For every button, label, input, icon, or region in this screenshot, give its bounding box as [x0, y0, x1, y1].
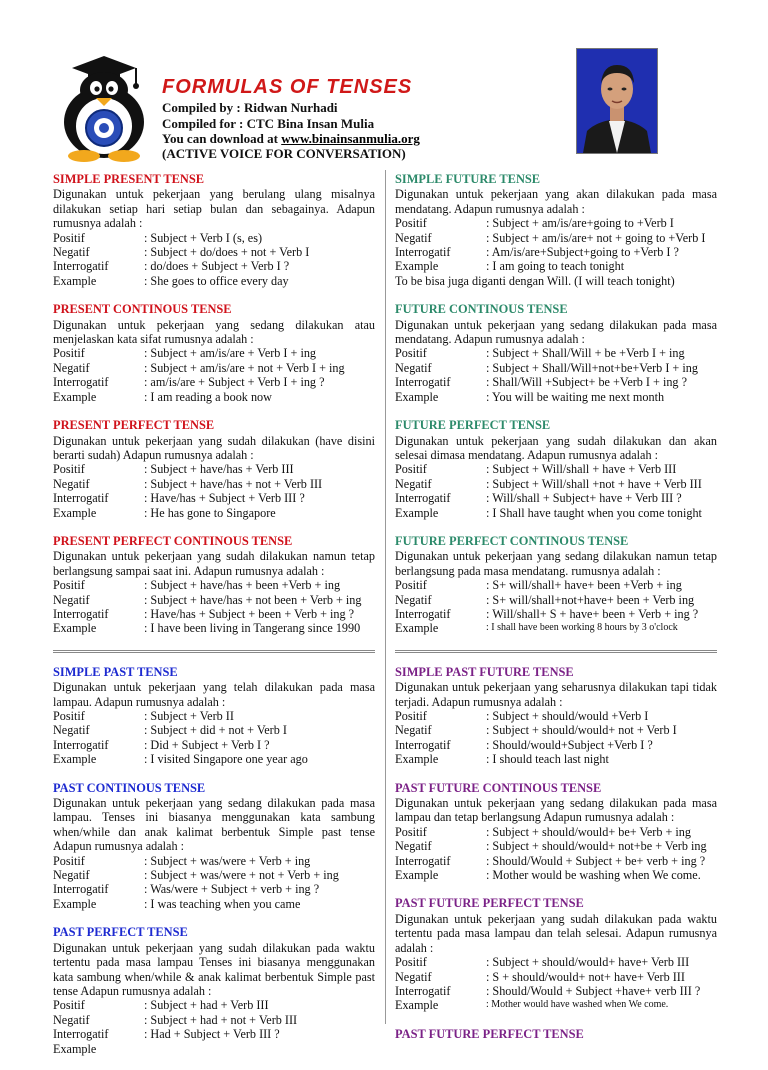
formula-row-negatif	[395, 593, 717, 607]
formula-row-negatif	[395, 839, 717, 853]
tense-section	[395, 781, 717, 883]
formula-value: : am/is/are + Subject + Verb I + ing ?	[144, 375, 325, 390]
tense-description: Digunakan untuk pekerjaan yang sedang dilakukan pada masa lampau dan tetap berlangsung Adapun rumusnya adalah :	[395, 796, 717, 825]
formula-value: : S+ will/shall+not+have+ been + Verb ing	[486, 592, 695, 607]
formula-row-example	[53, 506, 375, 520]
tense-description: Digunakan untuk pekerjaan yang sedang dilakukan atau menjelaskan kata sifat rumusnya adalah :	[53, 317, 375, 347]
tense-title: PAST FUTURE PERFECT TENSE	[395, 896, 584, 911]
formula-value: : Subject + am/is/are+going to +Verb I	[486, 216, 674, 231]
formula-value	[144, 1042, 375, 1056]
formula-row-negatif	[395, 477, 717, 491]
formula-row-interrogatif	[53, 882, 375, 896]
formula-value: : S + should/would+ not+ have+ Verb III	[486, 969, 685, 984]
formula-value: : Will/shall + Subject+ have + Verb III ?	[486, 491, 682, 506]
formula-row-positif	[53, 709, 375, 723]
formula-row-interrogatif	[53, 1027, 375, 1041]
formula-row-positif	[53, 578, 375, 592]
left-column	[53, 172, 375, 1070]
formula-value: : I Shall have taught when you come tonight	[486, 505, 702, 520]
formula-value: : You will be waiting me next month	[486, 389, 665, 404]
formula-label: Negatif	[395, 476, 432, 491]
formula-value: : I should teach last night	[486, 752, 609, 767]
formula-row-interrogatif	[53, 607, 375, 621]
formula-row-positif	[395, 709, 717, 723]
formula-value: : Have/has + Subject + Verb III ?	[144, 491, 305, 506]
formula-label: Negatif	[53, 360, 90, 375]
tense-description: Digunakan untuk pekerjaan yang sudah dilakukan namun tetap berlangsung sampai saat ini. Adapun rumusnya adalah :	[53, 549, 375, 578]
formula-label: Positif	[395, 709, 427, 723]
formula-value: : Subject + had + not + Verb III	[144, 1012, 298, 1027]
tense-description: Digunakan untuk pekerjaan yang akan dilakukan pada masa mendatang. Adapun rumusnya adalah :	[395, 187, 717, 216]
formula-label: Example	[53, 505, 97, 520]
download-label: You can download at	[162, 131, 282, 146]
formula-label: Example	[395, 868, 439, 883]
formula-value: : Subject + Verb II	[144, 709, 234, 723]
formula-label: Example	[395, 621, 439, 636]
formula-value: : Subject + was/were + Verb + ing	[144, 853, 311, 868]
formula-row-positif	[53, 462, 375, 476]
formula-row-interrogatif	[53, 738, 375, 752]
formula-row-positif	[53, 854, 375, 868]
tense-description: Digunakan untuk pekerjaan yang sedang dilakukan pada masa lampau. Tenses ini biasanya menggunakan kata sambung when/while dan anak kalimat berbentuk Simple past tense Adapun rumusnya adalah :	[53, 796, 375, 854]
formula-value: : Was/were + Subject + verb + ing ?	[144, 882, 320, 897]
formula-row-positif	[53, 231, 375, 245]
formula-row-positif	[395, 346, 717, 360]
formula-row-example	[395, 506, 717, 520]
formula-label: Interrogatif	[395, 491, 451, 506]
formula-label: Negatif	[395, 839, 432, 854]
formula-row-interrogatif	[395, 375, 717, 389]
download-link[interactable]: www.binainsanmulia.org	[281, 131, 420, 146]
formula-label: Interrogatif	[395, 983, 451, 998]
formula-row-negatif	[395, 970, 717, 984]
formula-label: Example	[395, 998, 439, 1013]
formula-row-negatif	[53, 361, 375, 375]
page-title: FORMULAS OF TENSES	[162, 76, 413, 98]
tense-description: Digunakan untuk pekerjaan yang sudah dilakukan pada waktu tertentu pada masa lampau dan telah selesai. Adapun rumusnya adalah :	[395, 911, 717, 955]
formula-value: : I visited Singapore one year ago	[144, 752, 308, 767]
formula-label: Positif	[395, 824, 427, 839]
formula-value: : Had + Subject + Verb III ?	[144, 1027, 280, 1042]
tense-description: Digunakan untuk pekerjaan yang telah dilakukan pada masa lampau. Adapun rumusnya adalah :	[53, 680, 375, 709]
formula-value: : Am/is/are+Subject+going to +Verb I ?	[486, 245, 679, 260]
tense-title: SIMPLE PAST FUTURE TENSE	[395, 664, 574, 679]
tense-section	[395, 665, 717, 767]
formula-row-positif	[53, 998, 375, 1012]
formula-label: Negatif	[53, 723, 90, 738]
formula-label: Interrogatif	[395, 375, 451, 390]
formula-value: : Subject + Verb I (s, es)	[144, 230, 263, 245]
formula-label: Positif	[53, 230, 85, 245]
formula-label: Positif	[53, 709, 85, 723]
tense-description: Digunakan untuk pekerjaan yang seharusnya dilakukan tapi tidak terjadi. Adapun rumusnya adalah :	[395, 680, 717, 709]
tense-title: PAST CONTINOUS TENSE	[53, 780, 206, 795]
formula-row-negatif	[53, 723, 375, 737]
formula-row-positif	[395, 825, 717, 839]
formula-row-negatif	[53, 477, 375, 491]
formula-label: Negatif	[395, 592, 432, 607]
tense-title: PAST FUTURE PERFECT TENSE	[395, 1026, 584, 1041]
formula-label: Negatif	[395, 230, 432, 245]
formula-label: Negatif	[395, 969, 432, 984]
formula-value: : Subject + should/would+ have+ Verb III	[486, 955, 690, 970]
formula-row-negatif	[395, 723, 717, 737]
formula-row-interrogatif	[395, 738, 717, 752]
formula-value: : S+ will/shall+ have+ been +Verb + ing	[486, 578, 682, 593]
formula-value: : Should/Would + Subject + be+ verb + ing ?	[486, 853, 706, 868]
formula-value: : Will/shall+ S + have+ been + Verb + ing ?	[486, 606, 699, 621]
formula-label: Interrogatif	[53, 259, 109, 274]
formula-value: : Mother would have washed when We come.	[486, 999, 669, 1011]
formula-label: Example	[53, 389, 97, 404]
compiled-by: Compiled by : Ridwan Nurhadi	[162, 100, 338, 115]
formula-label: Example	[395, 259, 439, 274]
formula-row-example	[53, 1042, 375, 1056]
formula-value: : Subject + was/were + not + Verb + ing	[144, 868, 339, 883]
formula-value: : Subject + have/has + not + Verb III	[144, 476, 323, 491]
section-divider	[53, 650, 375, 653]
formula-label: Negatif	[53, 1012, 90, 1027]
formula-row-negatif	[53, 593, 375, 607]
formula-label: Positif	[53, 462, 85, 477]
formula-label: Interrogatif	[53, 491, 109, 506]
penguin-logo-icon	[52, 50, 154, 162]
formula-value: : Subject + have/has + been +Verb + ing	[144, 578, 341, 593]
formula-label: Positif	[395, 462, 427, 477]
formula-row-negatif	[53, 245, 375, 259]
formula-value: : Subject + should/would+ not + Verb I	[486, 723, 677, 738]
formula-label: Positif	[53, 853, 85, 868]
formula-row-example	[395, 621, 717, 635]
formula-value: : Subject + had + Verb III	[144, 998, 269, 1013]
tense-section	[395, 1027, 717, 1041]
formula-label: Negatif	[53, 592, 90, 607]
formula-value: : Subject + Will/shall +not + have + Verb III	[486, 476, 702, 491]
formula-label: Positif	[53, 346, 85, 361]
formula-value: : Subject + have/has + not been + Verb + ing	[144, 592, 362, 607]
formula-value: : Have/has + Subject + been + Verb + ing ?	[144, 606, 355, 621]
tense-section	[53, 172, 375, 288]
formula-label: Positif	[395, 346, 427, 361]
tense-description: Digunakan untuk pekerjaan yang sudah dilakukan pada waktu tertentu pada masa lampau Tenses ini biasanya menggunakan kata sambung when/while & anak kalimat berbentuk Simple past tense Adapun rumusnya adalah :	[53, 940, 375, 998]
formula-row-interrogatif	[395, 245, 717, 259]
formula-value: : She goes to office every day	[144, 273, 289, 288]
formula-row-example	[53, 274, 375, 288]
formula-row-negatif	[53, 1013, 375, 1027]
tense-title: PRESENT PERFECT CONTINOUS TENSE	[53, 533, 293, 548]
formula-label: Interrogatif	[395, 737, 451, 752]
formula-row-interrogatif	[395, 854, 717, 868]
formula-value: : Subject + am/is/are + not + Verb I + ing	[144, 360, 345, 375]
formula-label: Example	[53, 896, 97, 911]
formula-row-example	[53, 752, 375, 766]
formula-value: : Subject + Shall/Will+not+be+Verb I + ing	[486, 360, 698, 375]
formula-row-example	[395, 998, 717, 1012]
formula-value: : I am reading a book now	[144, 389, 272, 404]
formula-row-interrogatif	[395, 607, 717, 621]
formula-value: : He has gone to Singapore	[144, 505, 276, 520]
formula-row-positif	[395, 216, 717, 230]
tense-section	[53, 925, 375, 1056]
formula-row-positif	[395, 462, 717, 476]
formula-value: : Shall/Will +Subject+ be +Verb I + ing ?	[486, 375, 687, 390]
formula-row-positif	[53, 346, 375, 360]
formula-label: Positif	[395, 216, 427, 231]
right-column	[395, 172, 717, 1055]
formula-label: Interrogatif	[395, 606, 451, 621]
formula-label: Positif	[53, 578, 85, 593]
formula-label: Example	[53, 273, 97, 288]
formula-label: Example	[53, 621, 97, 636]
formula-row-example	[395, 259, 717, 273]
formula-value: : I have been living in Tangerang since 1990	[144, 621, 361, 636]
formula-value: : Subject + Will/shall + have + Verb III	[486, 462, 677, 477]
formula-value: : Subject + am/is/are+ not + going to +Verb I	[486, 230, 706, 245]
tense-note: To be bisa juga diganti dengan Will. (I will teach tonight)	[395, 273, 675, 288]
tense-section	[53, 418, 375, 520]
formula-row-interrogatif	[53, 491, 375, 505]
formula-label: Interrogatif	[53, 737, 109, 752]
formula-value: : Did + Subject + Verb I ?	[144, 737, 270, 752]
formula-value: : Subject + have/has + Verb III	[144, 462, 294, 477]
tense-description: Digunakan untuk pekerjaan yang sedang dilakukan pada masa mendatang. Adapun rumusnya adalah :	[395, 317, 717, 347]
formula-row-interrogatif	[395, 984, 717, 998]
formula-row-example	[53, 390, 375, 404]
formula-row-example	[395, 752, 717, 766]
formula-value: : Subject + do/does + not + Verb I	[144, 245, 310, 260]
formula-label: Example	[53, 1041, 97, 1056]
formula-label: Positif	[53, 998, 85, 1013]
subtitle: (ACTIVE VOICE FOR CONVERSATION)	[162, 146, 406, 161]
tense-description: Digunakan untuk pekerjaan yang sudah dilakukan dan akan selesai dimasa mendatang. Adapun rumusnya adalah :	[395, 433, 717, 462]
formula-row-negatif	[53, 868, 375, 882]
formula-label: Interrogatif	[53, 1027, 109, 1042]
formula-label: Example	[395, 752, 439, 767]
tense-title: FUTURE CONTINOUS TENSE	[395, 302, 568, 317]
formula-label: Negatif	[395, 360, 432, 375]
formula-label: Example	[395, 505, 439, 520]
tense-description: Digunakan untuk pekerjaan yang sudah dilakukan (have disini berarti sudah) Adapun rumusnya adalah :	[53, 433, 375, 462]
tense-title: FUTURE PERFECT TENSE	[395, 418, 551, 433]
tense-section	[53, 534, 375, 636]
formula-label: Example	[53, 752, 97, 767]
tense-section	[395, 896, 717, 1012]
formula-value: : Subject + am/is/are + Verb I + ing	[144, 346, 317, 361]
formula-value: : Mother would be washing when We come.	[486, 868, 701, 883]
formula-label: Interrogatif	[53, 375, 109, 390]
formula-label: Interrogatif	[395, 245, 451, 260]
author-photo	[576, 48, 658, 154]
formula-label: Negatif	[53, 868, 90, 883]
formula-value: : Subject + should/would+ be+ Verb + ing	[486, 824, 691, 839]
formula-row-positif	[395, 578, 717, 592]
formula-value: : Subject + should/would+ not+be + Verb ing	[486, 839, 707, 854]
tense-title: SIMPLE PRESENT TENSE	[53, 172, 205, 186]
tense-title: PRESENT PERFECT TENSE	[53, 418, 215, 433]
formula-label: Negatif	[53, 476, 90, 491]
tense-title: SIMPLE FUTURE TENSE	[395, 172, 541, 186]
formula-value: : I was teaching when you came	[144, 896, 301, 911]
formula-row-positif	[395, 955, 717, 969]
formula-value: : Should/Would + Subject +have+ verb III ?	[486, 983, 701, 998]
formula-row-example	[53, 897, 375, 911]
formula-value: : Subject + should/would +Verb I	[486, 709, 649, 723]
formula-label: Interrogatif	[53, 606, 109, 621]
formula-label: Positif	[395, 955, 427, 970]
tense-section	[395, 418, 717, 520]
formula-row-interrogatif	[53, 375, 375, 389]
tense-title: PRESENT CONTINOUS TENSE	[53, 302, 232, 317]
tense-description: Digunakan untuk pekerjaan yang sedang dilakukan namun tetap berlangsung pada masa mendatang. rumusnya adalah :	[395, 549, 717, 578]
section-divider	[395, 650, 717, 653]
tense-section	[395, 172, 717, 288]
formula-label: Negatif	[53, 245, 90, 260]
formula-value: : I shall have been working 8 hours by 3 o'clock	[486, 622, 678, 634]
download-line	[162, 131, 420, 147]
tense-section	[395, 302, 717, 404]
formula-row-negatif	[395, 361, 717, 375]
formula-row-example	[53, 621, 375, 635]
formula-label: Positif	[395, 578, 427, 593]
formula-row-negatif	[395, 231, 717, 245]
formula-value: : I am going to teach tonight	[486, 259, 625, 274]
formula-value: : Subject + Shall/Will + be +Verb I + ing	[486, 346, 685, 361]
tense-title: FUTURE PERFECT CONTINOUS TENSE	[395, 533, 629, 548]
tense-title: PAST PERFECT TENSE	[53, 925, 188, 940]
tense-section	[53, 302, 375, 404]
tense-section	[395, 534, 717, 636]
tense-title: SIMPLE PAST TENSE	[53, 664, 178, 679]
formula-label: Interrogatif	[395, 853, 451, 868]
formula-value: : Subject + did + not + Verb I	[144, 723, 287, 738]
tense-section	[53, 665, 375, 767]
formula-row-interrogatif	[395, 491, 717, 505]
formula-row-interrogatif	[53, 259, 375, 273]
column-divider	[385, 170, 386, 1024]
tense-title: PAST FUTURE CONTINOUS TENSE	[395, 780, 602, 795]
compiled-for: Compiled for : CTC Bina Insan Mulia	[162, 116, 375, 131]
tense-section	[53, 781, 375, 912]
header	[0, 0, 768, 170]
formula-row-example	[395, 390, 717, 404]
formula-label: Interrogatif	[53, 882, 109, 897]
formula-value: : Should/would+Subject +Verb I ?	[486, 737, 653, 752]
formula-label: Example	[395, 389, 439, 404]
formula-label: Negatif	[395, 723, 432, 738]
formula-value: : do/does + Subject + Verb I ?	[144, 259, 290, 274]
tense-description: Digunakan untuk pekerjaan yang berulang ulang misalnya dilakukan setiap hari setiap bulan dan sebagainya. Adapun rumusnya adalah :	[53, 187, 375, 231]
formula-row-example	[395, 868, 717, 882]
